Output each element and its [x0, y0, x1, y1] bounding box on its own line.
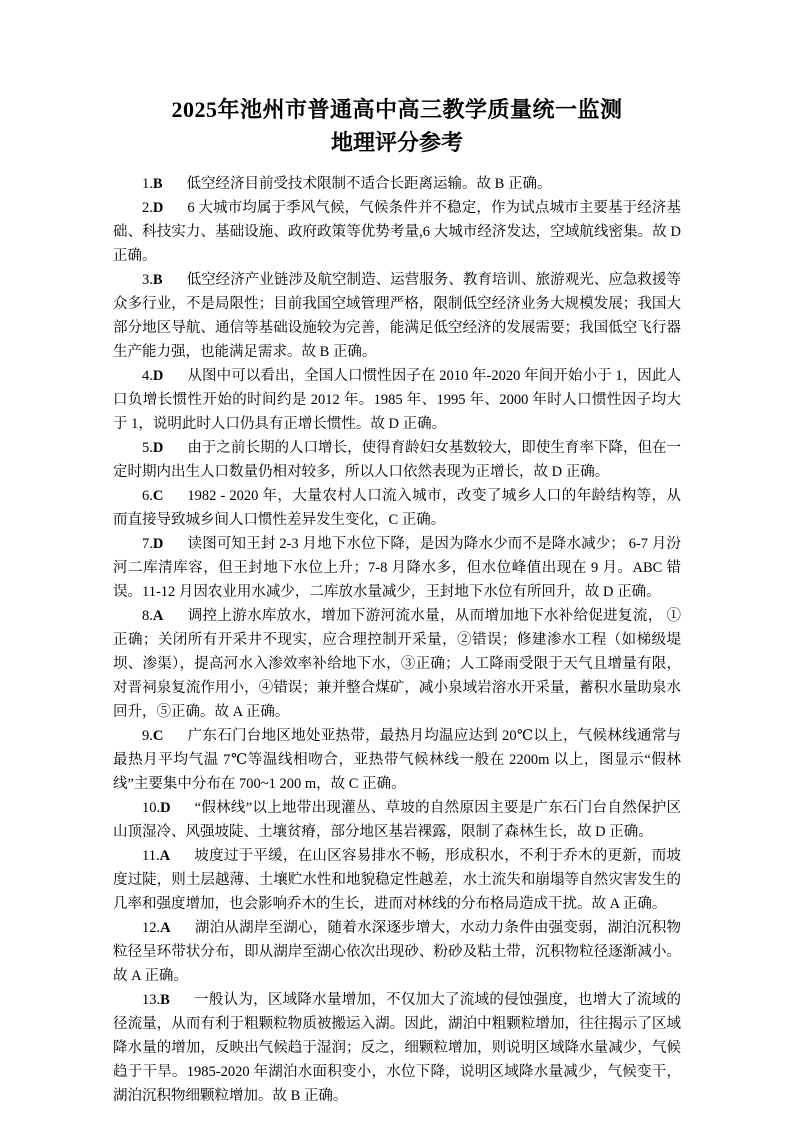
item-number: 5. [142, 440, 153, 456]
item-answer: A [159, 848, 171, 864]
answer-item [113, 364, 681, 436]
item-explanation: 由于之前长期的人口增长，使得育龄妇女基数较大，即使生育率下降，但在一定时期内出生人口数量仍相对较多，所以人口依然表现为正增长，故 D 正确。 [113, 440, 681, 480]
item-answer: D [152, 368, 164, 384]
answer-item [113, 172, 681, 196]
item-answer: D [152, 200, 164, 216]
item-number: 13. [142, 992, 161, 1008]
item-explanation: 一般认为，区域降水量增加，不仅加大了流域的侵蚀强度，也增大了流域的径流量，从而有利于粗颗粒物质被搬运入湖。因此，湖泊中粗颗粒增加，往往揭示了区域降水量的增加，反映出气候趋于湿润；反之，细颗粒增加，则说明区域降水量减少，气候趋于干旱。1985-2020 年湖泊水面积变小，水位下降，说明区域降水量减少，气候变干，湖泊沉积物细颗粒增加。故 B 正确。 [113, 992, 681, 1104]
item-explanation: 广东石门台地区地处亚热带，最热月均温应达到 20℃以上，气候林线通常与最热月平均气温 7℃等温线相吻合，亚热带气候林线一般在 2200m 以上，图显示“假林线”主要集中分布在 700~1 200 m，故 C 正确。 [113, 728, 681, 792]
answer-item [113, 916, 681, 988]
answer-item [113, 196, 681, 268]
answer-key-list [113, 172, 681, 1108]
item-explanation: 读图可知王封 2-3 月地下水位下降，是因为降水少而不是降水减少； 6-7 月汾河二库清库容，但王封地下水位上升；7-8 月降水多，但水位峰值出现在 9 月。ABC 错误。11-12 月因农业用水减少，二库放水量减少，王封地下水位有所回升，故 D 正确。 [113, 536, 681, 600]
item-number: 1. [142, 176, 153, 192]
item-answer: A [152, 608, 164, 624]
item-explanation: 6 大城市均属于季风气候，气候条件并不稳定，作为试点城市主要基于经济基础、科技实力、基础设施、政府政策等优势考量,6 大城市经济发达，空域航线密集。故 D 正确。 [113, 200, 681, 264]
item-number: 3. [142, 272, 153, 288]
item-answer: D [160, 800, 171, 816]
item-explanation: 低空经济目前受技术限制不适合长距离运输。故 B 正确。 [186, 176, 552, 192]
item-number: 11. [142, 848, 160, 864]
item-answer: D [152, 536, 164, 552]
item-number: 7. [142, 536, 153, 552]
item-answer: B [152, 272, 163, 288]
item-explanation: “假林线”以上地带出现灌丛、草坡的自然原因主要是广东石门台自然保护区山顶湿冷、风强坡陡、土壤贫瘠，部分地区基岩裸露，限制了森林生长，故 D 正确。 [113, 800, 681, 840]
item-number: 9. [142, 728, 153, 744]
answer-item [113, 268, 681, 364]
document-subtitle: 地理评分参考 [330, 130, 463, 155]
answer-item [113, 484, 681, 532]
answer-item [113, 436, 681, 484]
item-answer: B [152, 176, 163, 192]
item-number: 6. [142, 488, 153, 504]
item-answer: D [152, 440, 164, 456]
item-answer: C [152, 728, 164, 744]
item-answer: A [160, 920, 171, 936]
answer-item [113, 532, 681, 604]
item-explanation: 调控上游水库放水，增加下游河流水量，从而增加地下水补给促进复流， ①正确；关闭所有开采井不现实，应合理控制开采量，②错误；修建渗水工程（如梯级堤坝、渗渠），提高河水入渗效率补给地下水，③正确；人工降雨受限于天气且增量有限，对晋祠泉复流作用小，④错误；兼并整合煤矿，减小泉域岩溶水开采量，蓄积水量助泉水回升，⑤正确。故 A 正确。 [113, 608, 681, 720]
item-explanation: 坡度过于平缓，在山区容易排水不畅，形成积水，不利于乔木的更新，而坡度过陡，则土层越薄、土壤贮水性和地貌稳定性越差，水土流失和崩塌等自然灾害发生的几率和强度增加，也会影响乔木的生长，进而对林线的分布格局造成干扰。故 A 正确。 [113, 848, 681, 912]
item-explanation: 低空经济产业链涉及航空制造、运营服务、教育培训、旅游观光、应急救援等众多行业，不是局限性；目前我国空域管理严格，限制低空经济业务大规模发展；我国大部分地区导航、通信等基础设施较为完善，能满足低空经济的发展需要；我国低空飞行器生产能力强，也能满足需求。故 B 正确。 [113, 272, 681, 360]
answer-item [113, 988, 681, 1108]
item-answer: C [152, 488, 164, 504]
item-number: 8. [142, 608, 153, 624]
answer-item [113, 796, 681, 844]
item-number: 12. [142, 920, 161, 936]
answer-item [113, 844, 681, 916]
item-number: 4. [142, 368, 153, 384]
item-explanation: 从图中可以看出，全国人口惯性因子在 2010 年-2020 年间开始小于 1，因此人口负增长惯性开始的时间约是 2012 年。1985 年、1995 年、2000 年时人口惯性因子均大于 1，说明此时人口仍具有正增长惯性。故 D 正确。 [113, 368, 681, 432]
answer-item [113, 724, 681, 796]
answer-item [113, 604, 681, 724]
item-explanation: 湖泊从湖岸至湖心，随着水深逐步增大，水动力条件由强变弱，湖泊沉积物粒径呈环带状分布，即从湖岸至湖心依次出现砂、粉砂及粘土带，沉积物粒径逐渐减小。故 A 正确。 [113, 920, 681, 984]
item-answer: B [160, 992, 170, 1008]
item-explanation: 1982 - 2020 年，大量农村人口流入城市，改变了城乡人口的年龄结构等，从而直接导致城乡间人口惯性差异发生变化，C 正确。 [113, 488, 681, 528]
item-number: 2. [142, 200, 153, 216]
item-number: 10. [142, 800, 161, 816]
document-title: 2025年池州市普通高中高三教学质量统一监测 [171, 97, 623, 122]
